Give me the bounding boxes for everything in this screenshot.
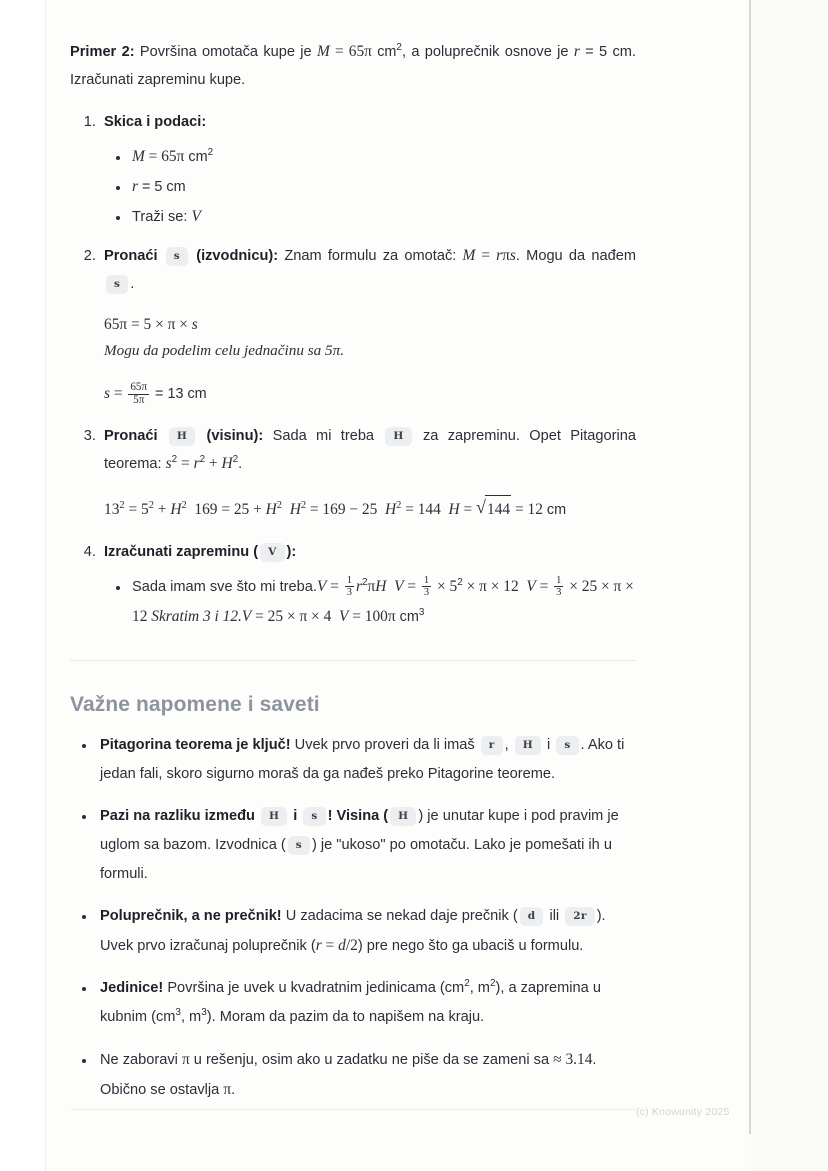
formula-r: r [496,247,503,264]
tip-2-sep-1: i [289,808,302,824]
step-2-text-2: . Mogu da nađem [515,248,636,264]
fraction-65pi-5pi [128,382,149,407]
step-4-lead-text: Sada imam sve što mi treba. [132,579,317,595]
tips-list [70,731,636,1105]
step-2-title-lead: Pronaći [104,248,158,264]
tip-5-text-1: Ne zaboravi [100,1052,182,1068]
code-badge-d[interactable]: d [520,907,544,926]
code-badge-s-4[interactable]: s [303,807,325,826]
tip-3-text-3: ) pre nego što ga ubaciš u formulu. [357,938,584,954]
intro-eq-2: = 5 cm. Izračunati zapreminu kupe. [70,44,636,88]
eq1-s: s [191,316,198,333]
tip-5-pi-2: π [223,1081,232,1098]
given-M-pi: π [176,148,185,165]
pythag-end: . [238,456,243,472]
tip-3-math-d: d [338,937,346,954]
step-2-note: Mogu da podelim celu jednačinu sa 5π. [104,342,345,359]
tip-2-text-3: ) je "ukoso" po omotaču. Lako je pomešati ih u formuli. [100,837,612,882]
tip-2-text-1: ! Visina ( [327,808,389,824]
step-3-text-2: za zapreminu. Opet Pitagorina teorema: [104,428,636,472]
formula-M: M [462,247,476,264]
skratim-note: Skratim 3 i 12. [151,608,242,625]
step-2-body [104,242,636,298]
step-3-text-1: Sada mi treba [272,428,384,444]
pythag-r: r [193,455,200,472]
eq1-pi: π [119,316,128,333]
pythag-s-sup: 2 [171,454,178,466]
given-r-var: r [132,178,138,195]
code-badge-h-4[interactable]: H [261,807,287,826]
tip-4-sup-3: 3 [175,1007,181,1019]
tip-5-approx: ≈ 3.14 [553,1051,593,1068]
tip-4-bold: Jedinice! [100,980,164,996]
step-2-equation [104,312,636,364]
eq1-mid: = 5 × [127,316,168,333]
list-item [130,172,636,202]
step-4-title-tail: ): [286,544,297,560]
pythag-eq: = [177,455,194,472]
code-badge-h-3[interactable]: H [515,736,541,755]
paper-left-edge [45,0,46,1171]
tip-2-text-2: ) je unutar kupe i pod pravim je uglom sa bazom. Izvodnica ( [100,808,619,853]
copyright-watermark: (c) Knowunity 2025 [636,1106,730,1118]
pythag-H-sup: 2 [232,454,239,466]
step-3 [100,422,636,524]
pythag-r-sup: 2 [199,454,206,466]
tip-3-math-r: r [315,937,322,954]
intro-text-1: Površina omotača kupe je [139,44,318,60]
fraction-one-third-1: $\frac{1}{3}$ [346,575,352,599]
tip-1-text-1: Uvek prvo proveri da li imaš [294,737,479,753]
intro-text-2: , a poluprečnik osnove je [401,44,574,60]
pythag-plus: + [205,455,222,472]
fraction-numerator: 65π [130,380,148,393]
tip-units [96,974,636,1032]
step-2-title-tail: (izvodnicu): [196,248,279,264]
tip-1-bold: Pitagorina teorema je ključ! [100,737,291,753]
intro-var-m: M [317,43,330,60]
tip-4-text-3: ), a zapremina u kubnim (cm [100,980,601,1025]
tip-3-text-1: U zadacima se nekad daje prečnik ( [285,908,518,924]
sqrt-144: √ 144 [476,494,511,524]
list-item [130,142,636,172]
eq1-times: × [175,316,192,333]
document-content [70,0,636,1118]
code-badge-s[interactable]: s [166,247,188,266]
tip-5-text-4: . [231,1082,236,1098]
step-2 [100,242,636,408]
fraction-denominator: 5π [128,394,149,407]
tip-3-sep-1: ili [545,908,564,924]
pythag-H: H [221,455,233,472]
intro-pi: π [364,43,372,60]
step-4 [100,538,636,632]
result-tail: = 13 cm [151,386,207,402]
tip-1-text-2: . Ako ti jedan fali, skoro sigurno moraš da ga nađeš preko Pitagorine teoreme. [100,737,625,782]
given-M-rest: = 65 [144,148,177,165]
tip-3-math-tail: /2 [345,937,358,954]
tip-4-text-1: Površina je uvek u kvadratnim jedinicama (cm [167,980,465,996]
code-badge-h[interactable]: H [169,427,195,446]
tip-5-text-2: u rešenju, osim ako u zadatku ne piše da se zameni sa [189,1052,554,1068]
tip-1-sep-1: , [504,737,513,753]
fraction-one-third-2: $\frac{1}{3}$ [423,575,430,599]
step-1 [100,108,636,232]
given-M-unit: cm [184,149,208,165]
step-4-title-lead: Izračunati zapreminu ( [104,544,259,560]
code-badge-r[interactable]: r [481,736,503,755]
step-2-result [104,380,636,408]
tip-3-bold: Poluprečnik, a ne prečnik! [100,908,282,924]
tip-4-sup-1: 2 [464,978,470,990]
eq1-pi-2: π [167,316,176,333]
tip-4-sup-2: 2 [489,978,496,990]
tip-5-text-3: . Obično se ostavlja [100,1052,597,1098]
footer-divider [70,1109,636,1110]
result-var-s: s [104,385,110,402]
tips-section-heading: Važne napomene i saveti [70,693,320,716]
list-item: • Sada imam sve što mi treba.V = $\frac{1}{3}$ $r^2\pi H$ V = $\frac{1}{3}$ × $5^2 \times \pi \times 12$ V = $\frac{1}{3}$ × 25 × π × 12 Skratim 3 i 12.V = 25 × π × 4 V = 100π $cm^3$ [130,572,636,632]
formula-eq: = [475,247,497,264]
tip-2-bold: Pazi na razliku između [100,808,255,824]
section-divider [70,660,636,661]
formula-s: s [509,247,516,264]
step-3-math-sequence: $13^2 = 5^2 + H^2$ $169 = 25 + H^2$ $H^2 = 169 - 25$ $H^2 = 144$ H = √ 144 = 12 cm [104,494,636,524]
step-3-title-lead: Pronaći [104,428,158,444]
code-badge-s-3[interactable]: s [556,736,578,755]
tip-pythagoras [96,731,636,789]
tip-keep-pi [96,1045,636,1105]
step-2-text-3: . [130,276,135,292]
eq1-left: 65 [104,316,120,333]
step-1-title: Skica i podaci: [104,114,207,130]
intro-sup: 2 [396,42,402,54]
given-M-sup: 2 [207,147,214,159]
intro-var-r: r [573,43,580,60]
example-label: Primer 2: [70,44,135,60]
tip-radius-vs-diameter [96,902,636,961]
scroll-rail[interactable] [751,0,828,1171]
list-item [130,202,636,232]
tip-5-pi-1: π [181,1051,190,1068]
tip-4-sup-4: 3 [201,1007,207,1019]
code-badge-2r[interactable]: 2r [565,907,594,926]
formula-pi: π [502,247,510,264]
solution-steps-list [70,108,636,632]
step-4-bullets [104,572,636,632]
code-badge-h-5[interactable]: H [390,807,416,826]
step-3-title-tail: (visinu): [206,428,264,444]
example-intro-paragraph [70,0,636,94]
result-eq: = [110,385,127,402]
tip-4-text-4: , m [180,1009,202,1025]
pythag-s: s [165,455,172,472]
step-1-bullets [104,142,636,232]
fraction-one-third-3: $\frac{1}{3}$ [556,575,562,599]
step-4-body [104,538,636,566]
given-r-rest: = 5 cm [138,179,186,195]
tip-3-text-2: ). Uvek prvo izračunaj poluprečnik ( [100,908,606,954]
code-badge-s-5[interactable]: s [288,836,310,855]
code-badge-s-2[interactable]: s [106,275,128,294]
tip-3-math-eq: = [321,937,339,954]
intro-eq-1: = 65 [329,43,365,60]
tip-4-text-2: , m [469,980,490,996]
intro-unit: cm [371,44,397,60]
tip-1-sep-2: i [542,737,555,753]
step-2-text-1: Znam formulu za omotač: [284,248,463,264]
given-M-var: M [132,148,145,165]
code-badge-v[interactable]: V [260,543,284,562]
tip-4-text-5: ). Moram da pazim da to napišem na kraju. [206,1009,485,1025]
scrollbar-thumb[interactable] [749,0,751,1134]
tip-height-vs-slant [96,802,636,889]
unknown-label: Traži se: [132,209,192,225]
code-badge-h-2[interactable]: H [385,427,411,446]
unknown-var-v: V [191,208,201,225]
step-3-body [104,422,636,478]
